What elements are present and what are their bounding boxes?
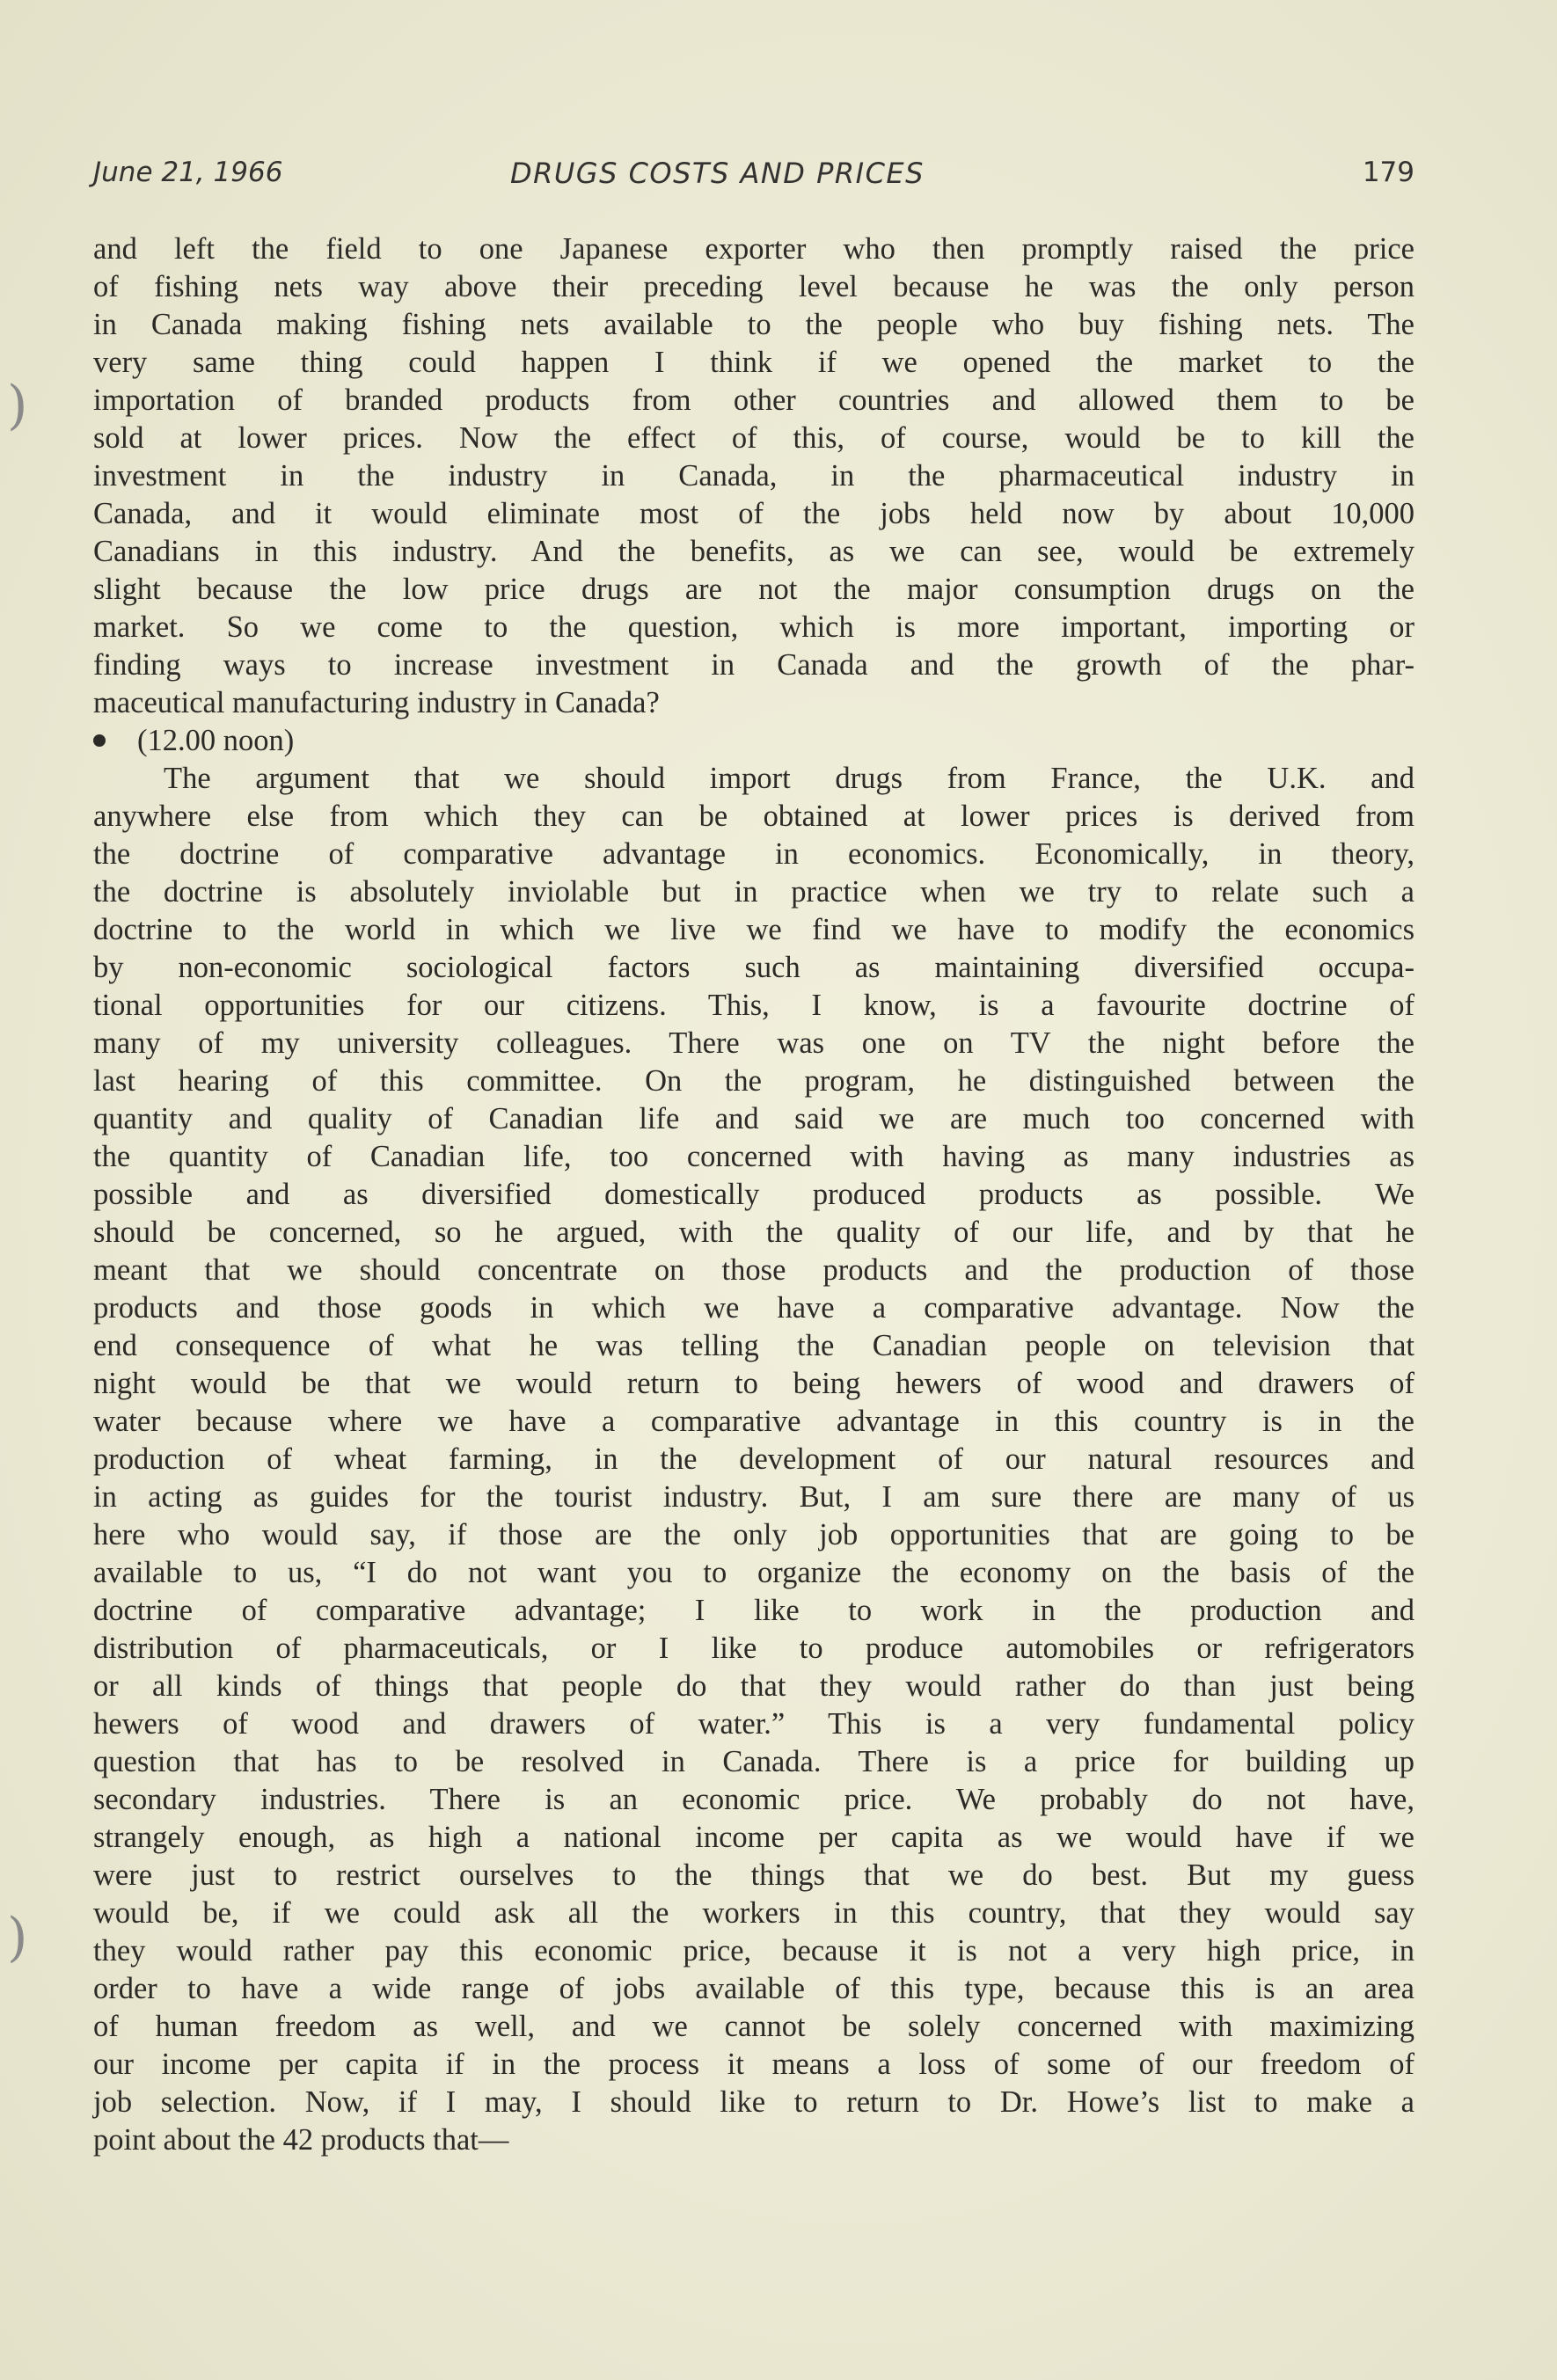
text-line: job selection. Now, if I may, I should like to return to Dr. Howe’s list to make a bbox=[93, 2085, 1414, 2119]
text-line: were just to restrict ourselves to the things that we do best. But my guess bbox=[93, 1858, 1414, 1892]
text-line: Canada, and it would eliminate most of the jobs held now by about 10,000 bbox=[93, 497, 1414, 530]
text-line: doctrine to the world in which we live we find we have to modify the economics bbox=[93, 913, 1414, 946]
text-line: tional opportunities for our citizens. This, I know, is a favourite doctrine of bbox=[93, 989, 1414, 1022]
text-line: doctrine of comparative advantage; I like to work in the production and bbox=[93, 1594, 1414, 1627]
text-line: available to us, “I do not want you to organize the economy on the basis of the bbox=[93, 1556, 1414, 1589]
text-line: our income per capita if in the process it means a loss of some of our freedom of bbox=[93, 2048, 1414, 2081]
running-header bbox=[93, 157, 1414, 201]
text-line: of human freedom as well, and we cannot be solely concerned with maximizing bbox=[93, 2010, 1414, 2043]
text-line: The argument that we should import drugs from France, the U.K. and bbox=[164, 762, 1414, 795]
text-line: in Canada making fishing nets available to the people who buy fishing nets. The bbox=[93, 308, 1414, 341]
text-line: point about the 42 products that— bbox=[93, 2123, 509, 2157]
header-date: June 21, 1966 bbox=[93, 157, 283, 188]
text-line: the doctrine of comparative advantage in economics. Economically, in theory, bbox=[93, 837, 1414, 871]
paragraph-1 bbox=[93, 230, 1414, 722]
margin-punch-mark-bottom: ) bbox=[7, 1907, 28, 1968]
text-line: end consequence of what he was telling the Canadian people on television that bbox=[93, 1329, 1414, 1362]
page-number: 179 bbox=[1362, 157, 1414, 188]
text-line: possible and as diversified domestically produced products as possible. We bbox=[93, 1178, 1414, 1211]
text-line: hewers of wood and drawers of water.” This is a very fundamental policy bbox=[93, 1707, 1414, 1741]
text-line: night would be that we would return to being hewers of wood and drawers of bbox=[93, 1367, 1414, 1400]
text-line: secondary industries. There is an economic price. We probably do not have, bbox=[93, 1783, 1414, 1816]
text-line: very same thing could happen I think if we opened the market to the bbox=[93, 346, 1414, 379]
text-line: the quantity of Canadian life, too concerned with having as many industries as bbox=[93, 1140, 1414, 1173]
body-text bbox=[93, 230, 1414, 2159]
text-line: meant that we should concentrate on those products and the production of those bbox=[93, 1253, 1414, 1287]
paragraph-2 bbox=[93, 760, 1414, 2159]
text-line: maceutical manufacturing industry in Canada? bbox=[93, 686, 660, 719]
bullet-icon bbox=[93, 734, 106, 747]
text-line: of fishing nets way above their preceding level because he was the only person bbox=[93, 270, 1414, 303]
text-line: investment in the industry in Canada, in the pharmaceutical industry in bbox=[93, 459, 1414, 493]
text-line: last hearing of this committee. On the program, he distinguished between the bbox=[93, 1064, 1414, 1098]
text-line: slight because the low price drugs are not the major consumption drugs on the bbox=[93, 573, 1414, 606]
text-line: many of my university colleagues. There was one on TV the night before the bbox=[93, 1026, 1414, 1060]
time-note bbox=[93, 722, 1414, 760]
text-line: strangely enough, as high a national income per capita as we would have if we bbox=[93, 1821, 1414, 1854]
text-line: distribution of pharmaceuticals, or I like to produce automobiles or refrigerators bbox=[93, 1632, 1414, 1665]
text-line: anywhere else from which they can be obtained at lower prices is derived from bbox=[93, 799, 1414, 833]
text-line: finding ways to increase investment in Canada and the growth of the phar- bbox=[93, 648, 1414, 682]
text-line: question that has to be resolved in Canada. There is a price for building up bbox=[93, 1745, 1414, 1778]
text-line: by non-economic sociological factors such as maintaining diversified occupa- bbox=[93, 951, 1414, 984]
text-line: importation of branded products from other countries and allowed them to be bbox=[93, 383, 1414, 417]
text-line: Canadians in this industry. And the benefits, as we can see, would be extremely bbox=[93, 535, 1414, 568]
header-title: DRUGS COSTS AND PRICES bbox=[510, 157, 925, 190]
text-line: sold at lower prices. Now the effect of this, of course, would be to kill the bbox=[93, 421, 1414, 455]
text-line: market. So we come to the question, which is more important, importing or bbox=[93, 610, 1414, 644]
text-line: here who would say, if those are the only job opportunities that are going to be bbox=[93, 1518, 1414, 1551]
text-line: they would rather pay this economic price, because it is not a very high price, in bbox=[93, 1934, 1414, 1968]
time-note-text: (12.00 noon) bbox=[137, 724, 295, 757]
text-line: order to have a wide range of jobs available of this type, because this is an area bbox=[93, 1972, 1414, 2005]
text-line: and left the field to one Japanese exporter who then promptly raised the price bbox=[93, 232, 1414, 266]
text-line: would be, if we could ask all the workers in this country, that they would say bbox=[93, 1896, 1414, 1930]
text-line: the doctrine is absolutely inviolable but in practice when we try to relate such a bbox=[93, 875, 1414, 909]
text-line: water because where we have a comparative advantage in this country is in the bbox=[93, 1405, 1414, 1438]
text-line: production of wheat farming, in the development of our natural resources and bbox=[93, 1442, 1414, 1476]
text-line: should be concerned, so he argued, with the quality of our life, and by that he bbox=[93, 1216, 1414, 1249]
margin-punch-mark-top: ) bbox=[7, 375, 28, 436]
text-line: in acting as guides for the tourist industry. But, I am sure there are many of us bbox=[93, 1480, 1414, 1514]
text-line: quantity and quality of Canadian life and said we are much too concerned with bbox=[93, 1102, 1414, 1135]
text-line: or all kinds of things that people do that they would rather do than just being bbox=[93, 1669, 1414, 1703]
text-line: products and those goods in which we have a comparative advantage. Now the bbox=[93, 1291, 1414, 1325]
